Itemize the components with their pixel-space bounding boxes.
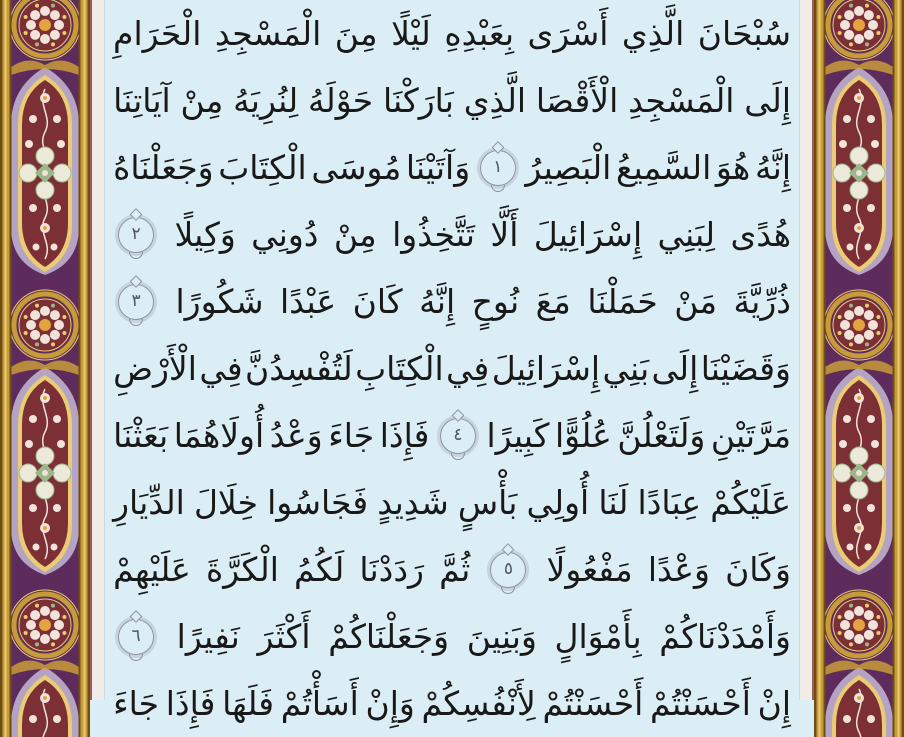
text-word: بَنِي [602, 349, 650, 388]
text-word: لَيْلًا [391, 14, 431, 53]
text-word: وَآتَيْنَا [405, 148, 471, 187]
text-word: لِنُرِيَهُ [233, 81, 299, 120]
quran-line-9 [113, 536, 791, 603]
text-word: الَّذِي [621, 14, 685, 53]
text-word: كَبِيرًا [486, 416, 550, 455]
text-word: لَنَا [598, 483, 629, 522]
quran-line-1 [113, 0, 791, 67]
text-word: نَفِيرًا [176, 617, 240, 656]
text-word: فَإِذَا [165, 684, 216, 723]
quran-text-block [113, 0, 791, 723]
text-word: إِسْرَائِيلَ [491, 349, 601, 388]
text-word: فِي [446, 349, 490, 388]
text-word: الْكِتَابِ [355, 349, 444, 388]
ayah-number: ٥ [503, 559, 513, 579]
ayah-number: ٤ [453, 425, 463, 445]
ayah-number: ٦ [131, 626, 141, 646]
text-word: الْبَصِيرُ [525, 148, 612, 187]
text-word: بِعَبْدِهِ [444, 14, 515, 53]
text-word: وَبَنِينَ [466, 617, 537, 656]
text-word: حَوْلَهُ [307, 81, 374, 120]
text-word: مَفْعُولًا [546, 550, 633, 589]
quran-line-6 [113, 335, 791, 402]
text-word: فَإِذَا [379, 416, 430, 455]
ayah-number: ١ [493, 157, 503, 177]
text-word: عِبَادًا [637, 483, 702, 522]
text-word: وَإِنْ [365, 684, 415, 723]
ayah-marker-icon [118, 217, 154, 253]
ayah-number: ٣ [131, 291, 141, 311]
text-word: مِنْ [333, 215, 377, 254]
text-word: ذُرِّيَّةَ [733, 282, 791, 321]
text-word: وَلَتَعْلُنَّ [617, 416, 706, 455]
text-word: الْحَرَامِ [113, 14, 202, 53]
border-ornament-svg-left [0, 0, 90, 700]
text-word: أَلَّا [490, 215, 519, 254]
ayah-marker-icon [440, 418, 476, 454]
ayah-marker-icon [118, 284, 154, 320]
text-word: الَّذِي [463, 81, 527, 120]
text-word: الدِّيَارِ [113, 483, 185, 522]
quran-line-2 [113, 67, 791, 134]
page-gutter-left [90, 0, 105, 700]
text-word: إِسْرَائِيلَ [533, 215, 643, 254]
text-word: الْمَسْجِدِ [628, 81, 735, 120]
ayah-number: ٢ [131, 224, 141, 244]
border-ornament-svg-right [814, 0, 904, 700]
text-word: وَقَضَيْنَا [700, 349, 791, 388]
text-word: أَسَأْتُمْ [280, 684, 359, 723]
text-word: السَّمِيعُ [615, 148, 712, 187]
ayah-marker-icon [118, 619, 154, 655]
text-word: ثُمَّ [439, 550, 471, 589]
text-word: إِنْ [757, 684, 791, 723]
quran-line-11 [113, 670, 791, 737]
text-word: عَبْدًا [280, 282, 337, 321]
text-word: رَدَدْنَا [359, 550, 424, 589]
text-word: بَأْسٍ [457, 483, 518, 522]
text-word: مَرَّتَيْنِ [710, 416, 791, 455]
text-word: بَعَثْنَا [113, 416, 169, 455]
text-word: إِنَّهُ [419, 282, 456, 321]
text-word: بِأَمْوَالٍ [554, 617, 642, 656]
text-word: بَارَكْنَا [382, 81, 454, 120]
ornamental-border-right [814, 0, 904, 700]
text-word: الْكِتَابَ [218, 148, 307, 187]
text-word: جَاءَ [328, 416, 375, 455]
text-word: وَعْدًا [647, 550, 710, 589]
text-word: لِأَنْفُسِكُمْ [421, 684, 536, 723]
text-word: فَلَهَا [222, 684, 275, 723]
text-word: خِلَالَ [193, 483, 259, 522]
text-word: شَكُورًا [175, 282, 264, 321]
text-word: أَحْسَنْتُمْ [542, 684, 644, 723]
text-word: وَكَانَ [725, 550, 791, 589]
text-word: وَكِيلًا [174, 215, 236, 254]
page-gutter-right [799, 0, 814, 700]
text-word: وَعْدُ [269, 416, 323, 455]
text-word: فِي [199, 349, 243, 388]
text-word: لِبَنِي [657, 215, 716, 254]
text-word: لَكُمُ [294, 550, 345, 589]
text-word: لَتُفْسِدُنَّ [245, 349, 353, 388]
quran-line-5 [113, 268, 791, 335]
text-word: كَانَ [352, 282, 403, 321]
text-word: مَعَ [535, 282, 571, 321]
text-word: وَأَمْدَدْنَاكُمْ [659, 617, 791, 656]
text-word: الْأَقْصَا [535, 81, 619, 120]
text-word: عَلَيْهِمْ [113, 550, 191, 589]
text-word: فَجَاسُوا [267, 483, 369, 522]
text-word: هُوَ [715, 148, 751, 187]
text-word: الْأَرْضِ [113, 349, 197, 388]
text-word: تَتَّخِذُوا [392, 215, 475, 254]
text-word: دُونِي [251, 215, 319, 254]
text-word: أَسْرَى [527, 14, 609, 53]
quran-line-7 [113, 402, 791, 469]
text-word: حَمَلْنَا [587, 282, 658, 321]
text-word: مِنْ [180, 81, 224, 120]
text-word: عَلَيْكُمْ [710, 483, 791, 522]
text-word: عُلُوًّا [555, 416, 612, 455]
text-word: جَاءَ [113, 684, 160, 723]
text-word: أُولِي [526, 483, 590, 522]
text-word: وَجَعَلْنَاهُ [113, 148, 214, 187]
text-word: أَحْسَنْتُمْ [650, 684, 751, 723]
quran-line-10 [113, 603, 791, 670]
text-word: أُولَاهُمَا [173, 416, 265, 455]
text-word: نُوحٍ [471, 282, 520, 321]
text-word: مَنْ [674, 282, 718, 321]
ayah-marker-icon [490, 552, 526, 588]
text-word: مُوسَى [311, 148, 402, 187]
text-word: وَجَعَلْنَاكُمْ [328, 617, 450, 656]
ayah-marker-icon [480, 150, 516, 186]
text-word: الْكَرَّةَ [205, 550, 279, 589]
text-word: سُبْحَانَ [697, 14, 791, 53]
text-word: شَدِيدٍ [377, 483, 449, 522]
quran-line-3 [113, 134, 791, 201]
text-word: إِلَى [651, 349, 699, 388]
quran-line-4 [113, 201, 791, 268]
text-word: هُدًى [730, 215, 791, 254]
text-word: مِنَ [334, 14, 378, 53]
quran-line-8 [113, 469, 791, 536]
ornamental-border-left [0, 0, 90, 700]
text-word: أَكْثَرَ [257, 617, 311, 656]
text-word: الْمَسْجِدِ [214, 14, 322, 53]
text-word: إِنَّهُ [754, 148, 791, 187]
text-word: آيَاتِنَا [113, 81, 171, 120]
text-word: إِلَى [744, 81, 791, 120]
